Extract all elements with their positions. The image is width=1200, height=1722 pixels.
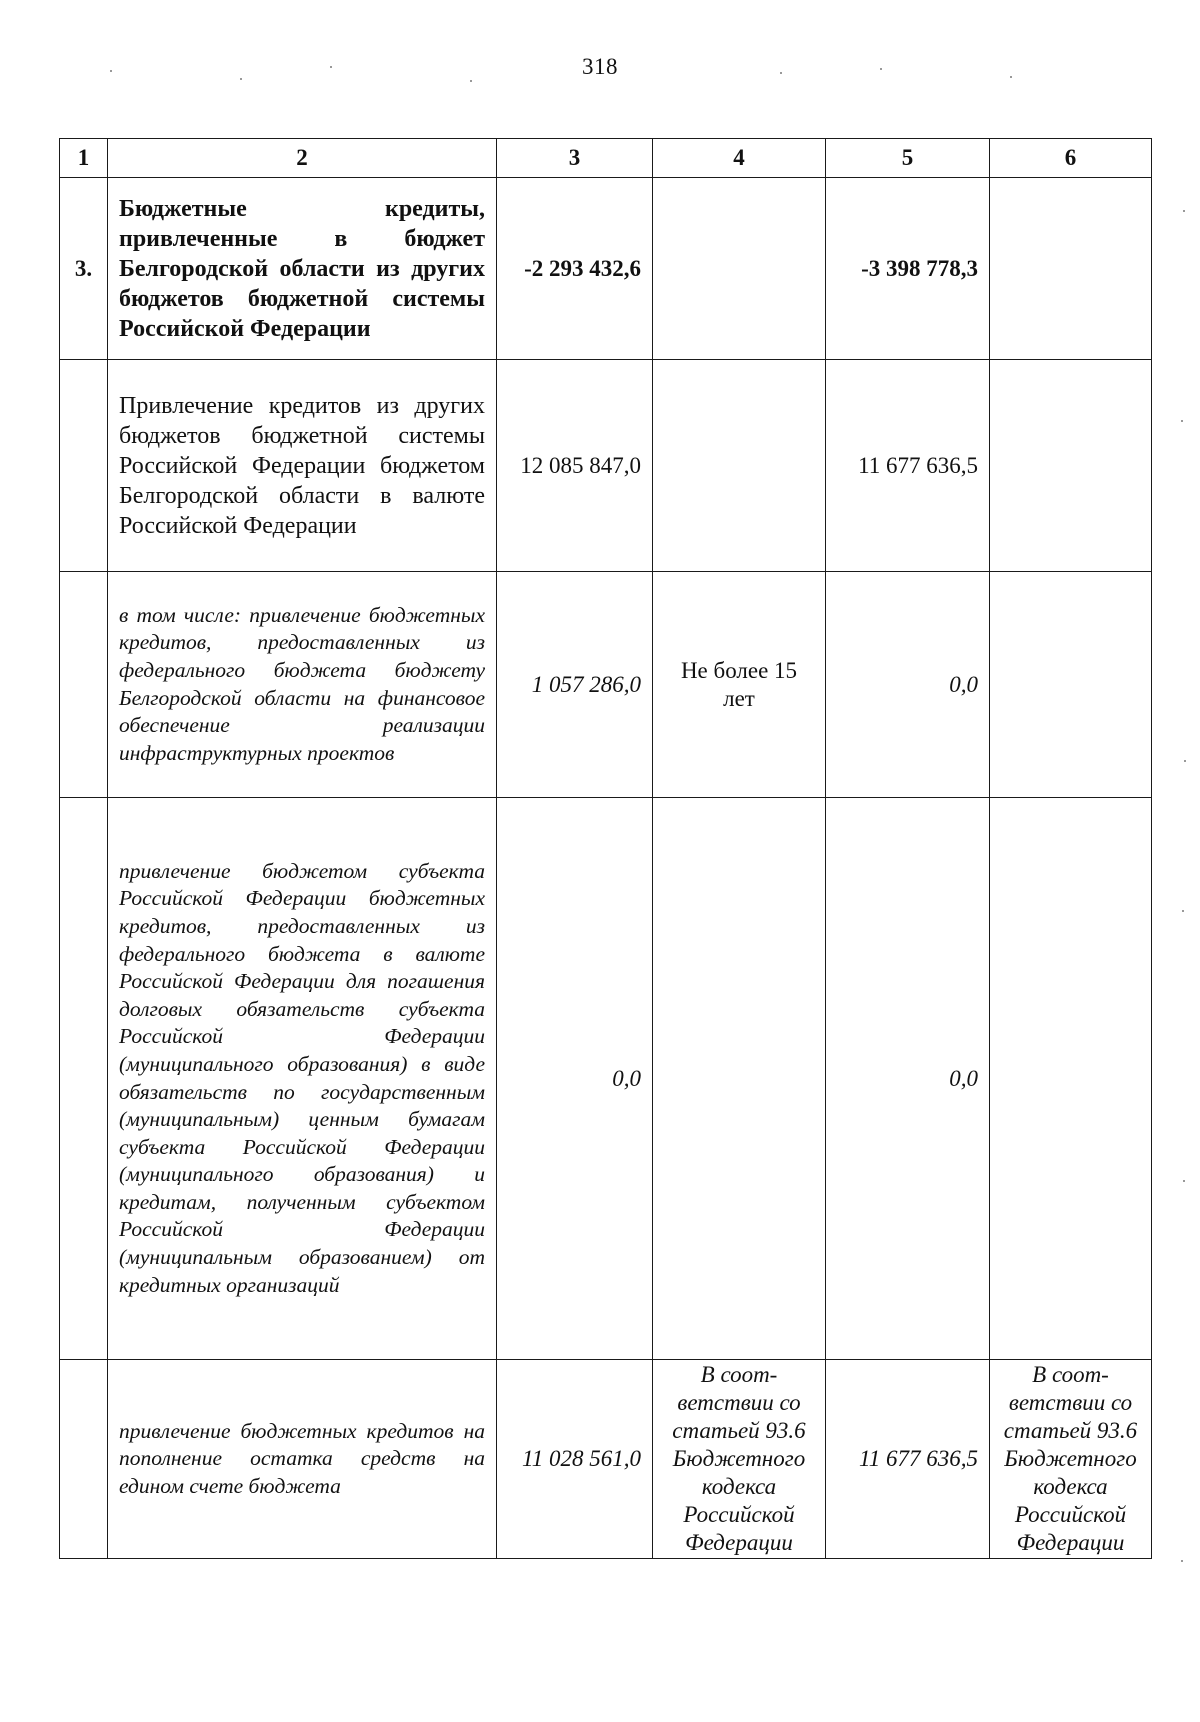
header-row [60, 139, 1152, 178]
value-cell-6 [990, 360, 1152, 572]
column-header-4: 4 [653, 139, 826, 178]
value-cell-6 [990, 572, 1152, 798]
description-cell: в том числе: привлечение бюджетных кредитов, предоставленных из федерального бюджета бюджету Белгородской области на финансовое обеспечение реализации инфраструктурных проектов [108, 572, 497, 798]
column-header-6: 6 [990, 139, 1152, 178]
value-cell-3: 1 057 286,0 [497, 572, 653, 798]
column-header-1: 1 [60, 139, 108, 178]
description-cell: привлечение бюджетных кредитов на пополнение остатка средств на едином счете бюджета [108, 1360, 497, 1559]
column-header-5: 5 [826, 139, 990, 178]
value-cell-3: -2 293 432,6 [497, 178, 653, 360]
budget-credits-table [59, 138, 1152, 1559]
value-cell-4: Не более 15 лет [653, 572, 826, 798]
value-cell-4 [653, 798, 826, 1360]
row-number-cell: 3. [60, 178, 108, 360]
description-cell: Бюджетные кредиты, привлеченные в бюджет Белгородской области из других бюджетов бюджетной системы Российской Федерации [108, 178, 497, 360]
row-number-cell [60, 360, 108, 572]
row-number-cell [60, 798, 108, 1360]
value-cell-6 [990, 798, 1152, 1360]
table-row [60, 798, 1152, 1360]
scan-speck [1182, 910, 1184, 912]
scan-speck [1183, 210, 1185, 212]
value-cell-5: 0,0 [826, 572, 990, 798]
table-row [60, 572, 1152, 798]
value-cell-3: 11 028 561,0 [497, 1360, 653, 1559]
scan-speck [240, 78, 242, 80]
row-number-cell [60, 1360, 108, 1559]
column-header-2: 2 [108, 139, 497, 178]
table-row [60, 178, 1152, 360]
value-cell-4 [653, 178, 826, 360]
value-cell-5: 11 677 636,5 [826, 1360, 990, 1559]
value-cell-4 [653, 360, 826, 572]
table-row [60, 360, 1152, 572]
page-number: 318 [582, 54, 618, 79]
value-cell-3: 12 085 847,0 [497, 360, 653, 572]
value-cell-5: -3 398 778,3 [826, 178, 990, 360]
value-cell-6 [990, 178, 1152, 360]
description-cell: привлечение бюджетом субъекта Российской Федерации бюджетных кредитов, предоставленных из федерального бюджета в валюте Российской Федерации для погашения долговых обязательств субъекта Российской Федерации (муниципального образования) в виде обязательств по государственным (муниципальным) ценным бумагам субъекта Российской Федерации (муниципального образования) и кредитам, полученным субъектом Российской Федерации (муниципальным образованием) от кредитных организаций [108, 798, 497, 1360]
value-cell-6: В соот-ветствии со статьей 93.6 Бюджетного кодекса Российской Федерации [990, 1360, 1152, 1559]
value-cell-5: 11 677 636,5 [826, 360, 990, 572]
column-header-3: 3 [497, 139, 653, 178]
scan-speck [470, 80, 472, 82]
scan-speck [330, 66, 332, 68]
scan-speck [110, 70, 112, 72]
row-number-cell [60, 572, 108, 798]
table-row [60, 1360, 1152, 1559]
scan-speck [1181, 1560, 1183, 1562]
scan-speck [1183, 1180, 1185, 1182]
scan-speck [1010, 76, 1012, 78]
scan-speck [780, 72, 782, 74]
description-cell: Привлечение кредитов из других бюджетов бюджетной системы Российской Федерации бюджетом Белгородской области в валюте Российской Федерации [108, 360, 497, 572]
scan-speck [1181, 420, 1183, 422]
value-cell-3: 0,0 [497, 798, 653, 1360]
scan-speck [880, 68, 882, 70]
value-cell-5: 0,0 [826, 798, 990, 1360]
value-cell-4: В соот-ветствии со статьей 93.6 Бюджетного кодекса Российской Федерации [653, 1360, 826, 1559]
scan-speck [1184, 760, 1186, 762]
